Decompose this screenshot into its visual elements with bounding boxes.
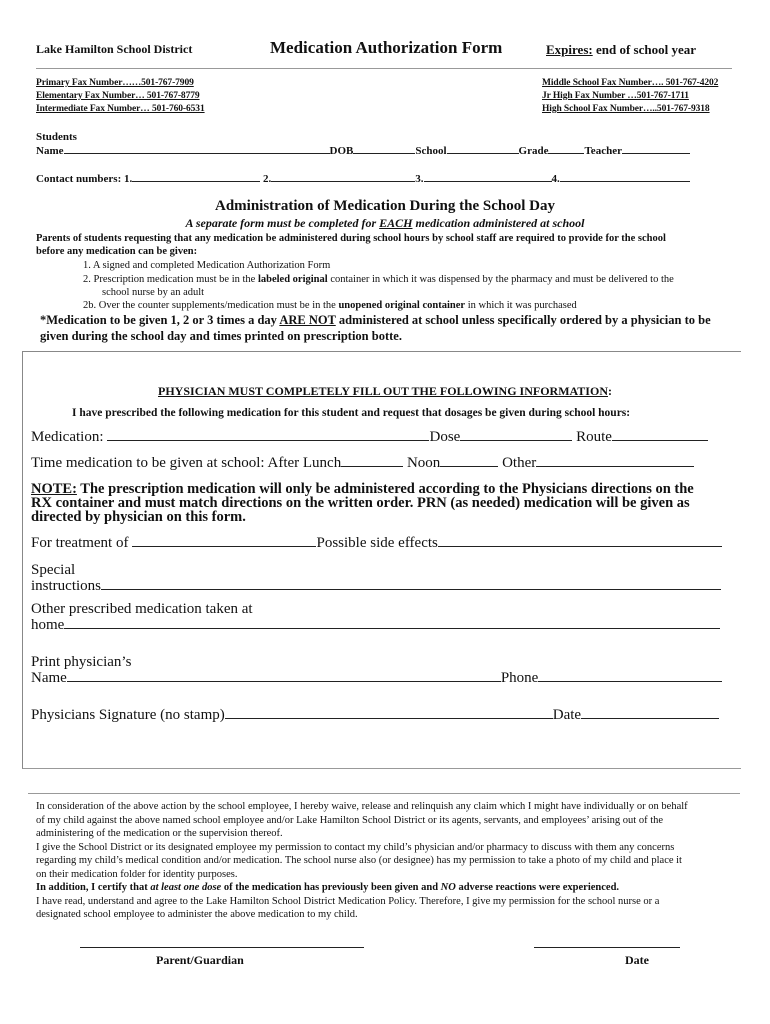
fax-high: High School Fax Number…..501-767-9318 <box>542 104 710 114</box>
consent-p3c: of the medication has previously been given and <box>221 882 441 893</box>
physician-note-line-1 <box>31 482 694 496</box>
contact-4-label: 4. <box>551 173 560 185</box>
parent-date-line[interactable] <box>534 947 680 948</box>
admin-note-1 <box>40 313 711 328</box>
other-medication-field[interactable] <box>64 627 720 629</box>
consent-p1c: administering of the medication or the supervision thereof. <box>36 828 283 839</box>
admin-sub-each: EACH <box>379 216 413 230</box>
student-name-field[interactable] <box>64 152 330 154</box>
admin-subheading <box>0 216 770 231</box>
treatment-label: For treatment of <box>31 535 129 551</box>
date-label: Date <box>552 707 582 723</box>
admin-note-2: given during the school day and times printed on prescription botte. <box>40 329 402 343</box>
admin-intro: Parents of students requesting that any medication be administered during school hours by school staff are required to provide for the school <box>36 233 666 244</box>
signature-field[interactable] <box>225 717 553 719</box>
contact-2-field[interactable] <box>271 180 415 182</box>
signature-row <box>31 707 719 724</box>
medication-label: Medication: <box>31 429 104 445</box>
after-lunch-field[interactable] <box>341 465 403 467</box>
grade-label: Grade <box>518 145 549 157</box>
print-label-1: Print physician’s <box>31 654 132 670</box>
admin-note-1a: *Medication to be given 1, 2 or 3 times a day <box>40 313 280 327</box>
admin-item-2 <box>83 274 674 285</box>
admin-intro-2: before any medication can be given: <box>36 246 198 257</box>
fax-elementary: Elementary Fax Number… 501-767-8779 <box>36 91 200 101</box>
form-title: Medication Authorization Form <box>270 38 503 57</box>
consent-p4a: I have read, understand and agree to the Lake Hamilton School District Medication Policy. Therefore, I give my permission for the school nurse or a <box>36 895 660 907</box>
name-label: Name <box>36 145 64 157</box>
admin-item-2a: 2. Prescription medication must be in the <box>83 274 258 285</box>
note-label: NOTE: <box>31 481 77 497</box>
noon-label: Noon <box>406 455 441 471</box>
parent-signature-line[interactable] <box>80 947 364 948</box>
route-field[interactable] <box>612 439 708 441</box>
medication-row <box>31 429 708 446</box>
contact-2-label: 2. <box>263 173 272 185</box>
school-label: School <box>415 145 447 157</box>
consent-p2c: on their medication folder for identity purposes. <box>36 868 238 880</box>
consent-p1a: In consideration of the above action by the school employee, I hereby waive, release and relinquish any claim which I might have individually or on behalf <box>36 801 688 812</box>
admin-heading: Administration of Medication During the School Day <box>214 198 555 214</box>
treatment-row <box>31 535 722 552</box>
contact-row <box>36 173 736 185</box>
grade-field[interactable] <box>548 152 584 154</box>
other-med-label-1: Other prescribed medication taken at <box>31 601 253 617</box>
dose-label: Dose <box>429 429 461 445</box>
time-row <box>31 455 694 472</box>
students-label: Students <box>36 131 77 143</box>
contact-1-field[interactable] <box>132 180 260 182</box>
admin-sub-c: medication administered at school <box>412 216 585 230</box>
contact-4-field[interactable] <box>560 180 690 182</box>
special-label-1: Special <box>31 562 76 578</box>
special-label-2: instructions <box>31 578 101 594</box>
physician-date-field[interactable] <box>581 717 719 719</box>
admin-sub-a: A separate form must be completed for <box>185 216 380 230</box>
phone-label: Phone <box>500 670 539 686</box>
fax-primary: Primary Fax Number……501-767-7909 <box>36 78 194 88</box>
note-text-1: The prescription medication will only be administered according to the Physicians directions on the <box>76 481 694 497</box>
fax-jrhigh: Jr High Fax Number …501-767-1711 <box>542 91 689 101</box>
physician-name <box>31 654 722 686</box>
phone-field[interactable] <box>538 680 722 682</box>
consent-p3 <box>36 881 688 895</box>
school-field[interactable] <box>447 152 519 154</box>
physician-heading-text: PHYSICIAN MUST COMPLETELY FILL OUT THE FOLLOWING INFORMATION <box>158 384 608 398</box>
contact-label: Contact numbers: 1. <box>36 173 133 185</box>
consent-p3d: NO <box>440 882 456 893</box>
admin-item-2c: container in which it was dispensed by the pharmacy and must be delivered to the <box>327 274 674 285</box>
parent-guardian-label: Parent/Guardian <box>156 953 244 967</box>
parent-date-label: Date <box>625 953 649 967</box>
noon-field[interactable] <box>440 465 498 467</box>
side-effects-label: Possible side effects <box>316 535 438 551</box>
print-label-2: Name <box>31 670 67 686</box>
other-label: Other <box>502 455 537 471</box>
physician-request: I have prescribed the following medication for this student and request that dosages be given during school hours: <box>72 407 631 419</box>
physician-heading <box>0 384 770 399</box>
treatment-field[interactable] <box>132 545 316 547</box>
admin-item-2d: school nurse by an adult <box>102 287 205 298</box>
side-effects-field[interactable] <box>438 545 722 547</box>
consent-p3a: In addition, I certify that <box>36 882 151 893</box>
consent-p1b: of my child against the above named school employee and/or Lake Hamilton School District or its agents, servants, and employees’ arising out of the <box>36 814 664 826</box>
fax-middle: Middle School Fax Number…. 501-767-4202 <box>542 78 719 88</box>
dose-field[interactable] <box>460 439 572 441</box>
physician-name-field[interactable] <box>67 680 501 682</box>
teacher-label: Teacher <box>584 145 622 157</box>
dob-field[interactable] <box>353 152 415 154</box>
consent-p3e: adverse reactions were experienced. <box>455 882 620 893</box>
physician-heading-colon: : <box>607 384 612 398</box>
time-label: Time medication to be given at school: After Lunch <box>31 455 342 471</box>
admin-item-3 <box>83 300 577 311</box>
note-text-3: directed by physician on this form. <box>31 509 246 525</box>
special-instructions-field[interactable] <box>101 588 721 590</box>
admin-item-1: 1. A signed and completed Medication Authorization Form <box>83 260 331 271</box>
signature-label: Physicians Signature (no stamp) <box>31 707 225 723</box>
admin-item-3c: in which it was purchased <box>465 300 577 311</box>
other-time-field[interactable] <box>536 465 694 467</box>
expires-value: end of school year <box>592 42 696 57</box>
special-instructions <box>31 562 721 594</box>
consent-p2b: regarding my child’s medical condition and/or medication. The school nurse also (or designee) has my permission to take a photo of my child and place it <box>36 855 682 866</box>
admin-note-are-not: ARE NOT <box>279 313 336 327</box>
medication-field[interactable] <box>107 439 429 441</box>
admin-item-3a: 2b. Over the counter supplements/medication must be in the <box>83 300 339 311</box>
expires <box>546 42 696 58</box>
other-med-label-2: home <box>31 617 65 633</box>
consent-text <box>36 800 688 922</box>
student-row <box>36 145 736 157</box>
route-label: Route <box>576 429 612 445</box>
note-text-2: RX container and must match directions on the written order. PRN (as needed) medication will be given as <box>31 495 690 511</box>
consent-p3b: at least one dose <box>150 882 222 893</box>
other-medication <box>31 601 720 633</box>
dob-label: DOB <box>329 145 354 157</box>
physician-note <box>31 482 694 524</box>
contact-3-field[interactable] <box>424 180 552 182</box>
admin-item-2b: labeled original <box>257 274 328 285</box>
expires-label: Expires: <box>546 42 593 57</box>
contact-3-label: 3. <box>415 173 424 185</box>
admin-item-3b: unopened original container <box>338 300 466 311</box>
consent-p2a: I give the School District or its designated employee my permission to contact my child’s physician and/or pharmacy to discuss with them any concerns <box>36 841 675 853</box>
fax-intermediate: Intermediate Fax Number… 501-760-6531 <box>36 104 205 114</box>
admin-note-1c: administered at school unless specifically ordered by a physician to be <box>335 313 711 327</box>
district-name: Lake Hamilton School District <box>36 42 193 56</box>
teacher-field[interactable] <box>622 152 690 154</box>
consent-p4b: designated school employee to administer the above medication to my child. <box>36 909 358 920</box>
header-rule <box>36 68 732 69</box>
consent-rule <box>28 793 740 794</box>
